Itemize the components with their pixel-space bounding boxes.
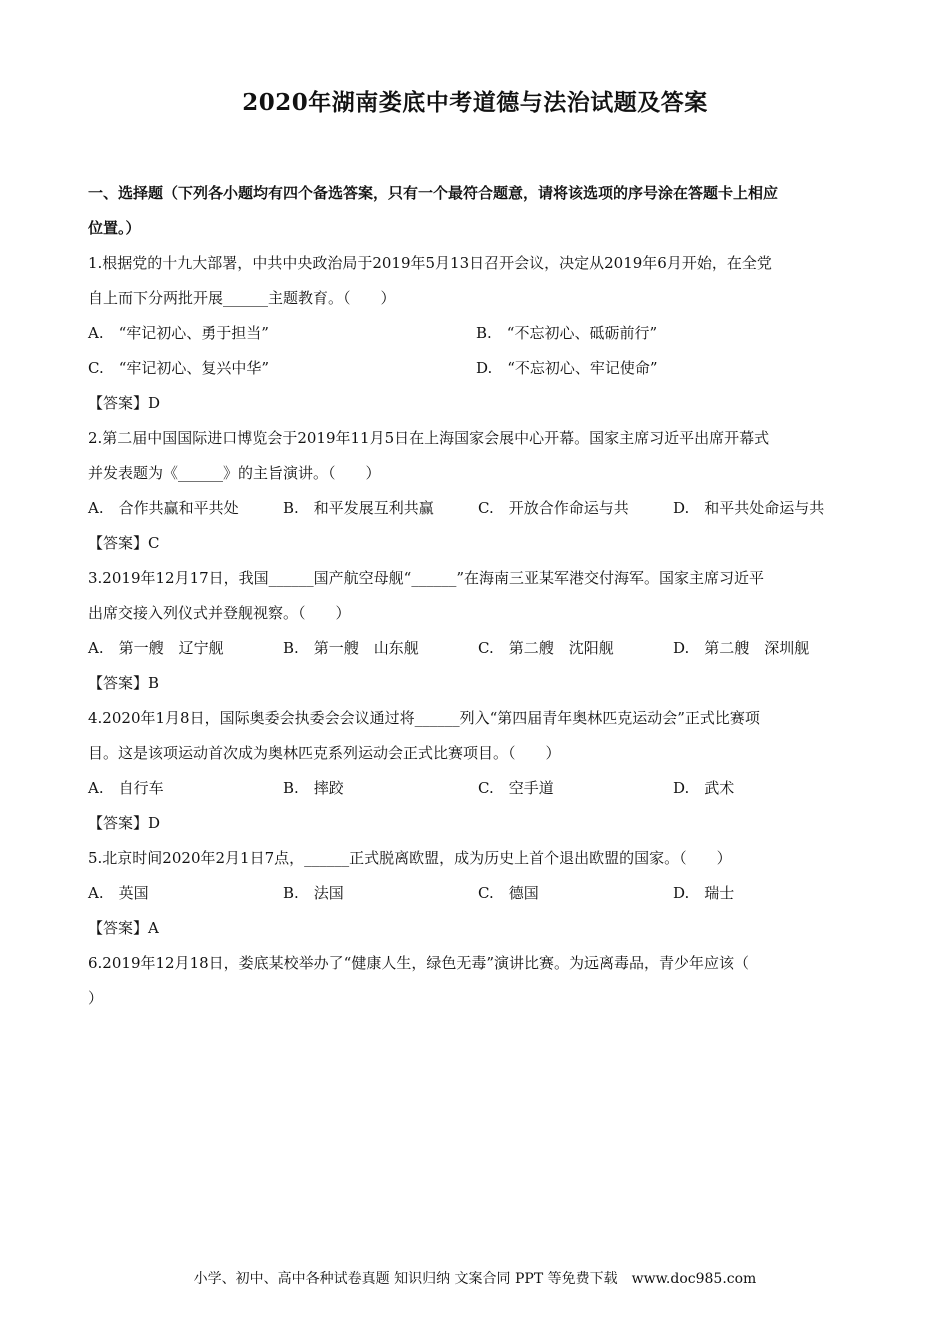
option-row xyxy=(88,316,868,351)
option-a: A. “牢记初心、勇于担当” xyxy=(88,324,269,342)
question-1 xyxy=(88,246,868,421)
question-2 xyxy=(88,421,868,561)
question-5 xyxy=(88,841,868,946)
option-a: A. 英国 xyxy=(88,884,149,902)
option-c: C. 德国 xyxy=(478,884,539,902)
question-text: 并发表题为《______》的主旨演讲。（ ） xyxy=(88,464,381,482)
option-b: B. “不忘初心、砥砺前行” xyxy=(476,324,658,342)
document-body xyxy=(88,176,868,1016)
option-a: A. 自行车 xyxy=(88,779,164,797)
page-footer: 小学、初中、高中各种试卷真题 知识归纳 文案合同 PPT 等免费下载 www.doc985.com xyxy=(193,1271,757,1287)
option-a: A. 第一艘 辽宁舰 xyxy=(88,639,224,657)
answer: 【答案】D xyxy=(88,814,161,832)
section-heading-cont: 位置。） xyxy=(88,219,141,237)
option-row xyxy=(88,351,868,386)
option-a: A. 合作共赢和平共处 xyxy=(88,499,239,517)
question-text: ） xyxy=(88,989,104,1007)
option-c: C. 空手道 xyxy=(478,779,554,797)
answer: 【答案】B xyxy=(88,674,160,692)
answer: 【答案】D xyxy=(88,394,161,412)
question-6 xyxy=(88,946,868,1016)
option-d: D. 瑞士 xyxy=(673,884,735,902)
question-3 xyxy=(88,561,868,701)
option-c: C. 开放合作命运与共 xyxy=(478,499,629,517)
answer: 【答案】A xyxy=(88,919,159,937)
option-d: D. 和平共处命运与共 xyxy=(673,499,825,517)
option-b: B. 摔跤 xyxy=(283,779,344,797)
page-title: 2020年湖南娄底中考道德与法治试题及答案 xyxy=(242,89,708,116)
option-c: C. 第二艘 沈阳舰 xyxy=(478,639,614,657)
question-text: 3.2019年12月17日，我国______国产航空母舰“______”在海南三亚某军港交付海军。国家主席习近平 xyxy=(88,569,764,587)
question-text: 1.根据党的十九大部署，中共中央政治局于2019年5月13日召开会议，决定从2019年6月开始，在全党 xyxy=(88,254,772,272)
option-row xyxy=(88,876,868,911)
option-b: B. 法国 xyxy=(283,884,344,902)
question-text: 2.第二届中国国际进口博览会于2019年11月5日在上海国家会展中心开幕。国家主席习近平出席开幕式 xyxy=(88,429,770,447)
option-b: B. 第一艘 山东舰 xyxy=(283,639,419,657)
option-d: D. 第二艘 深圳舰 xyxy=(673,639,810,657)
option-row xyxy=(88,491,868,526)
option-row xyxy=(88,631,868,666)
answer: 【答案】C xyxy=(88,534,160,552)
option-d: D. 武术 xyxy=(673,779,735,797)
option-row xyxy=(88,771,868,806)
question-text: 4.2020年1月8日，国际奥委会执委会会议通过将______列入“第四届青年奥林匹克运动会”正式比赛项 xyxy=(88,709,760,727)
option-d: D. “不忘初心、牢记使命” xyxy=(476,359,658,377)
question-text: 自上而下分两批开展______主题教育。（ ） xyxy=(88,289,396,307)
question-text: 6.2019年12月18日，娄底某校举办了“健康人生，绿色无毒”演讲比赛。为远离毒品，青少年应该（ xyxy=(88,954,750,972)
question-text: 5.北京时间2020年2月1日7点，______正式脱离欧盟，成为历史上首个退出欧盟的国家。（ ） xyxy=(88,849,732,867)
question-4 xyxy=(88,701,868,841)
question-text: 出席交接入列仪式并登舰视察。（ ） xyxy=(88,604,351,622)
section-heading: 一、选择题（下列各小题均有四个备选答案，只有一个最符合题意，请将该选项的序号涂在答题卡上相应 xyxy=(88,184,779,202)
question-text: 目。这是该项运动首次成为奥林匹克系列运动会正式比赛项目。（ ） xyxy=(88,744,561,762)
option-c: C. “牢记初心、复兴中华” xyxy=(88,359,270,377)
option-b: B. 和平发展互利共赢 xyxy=(283,499,434,517)
